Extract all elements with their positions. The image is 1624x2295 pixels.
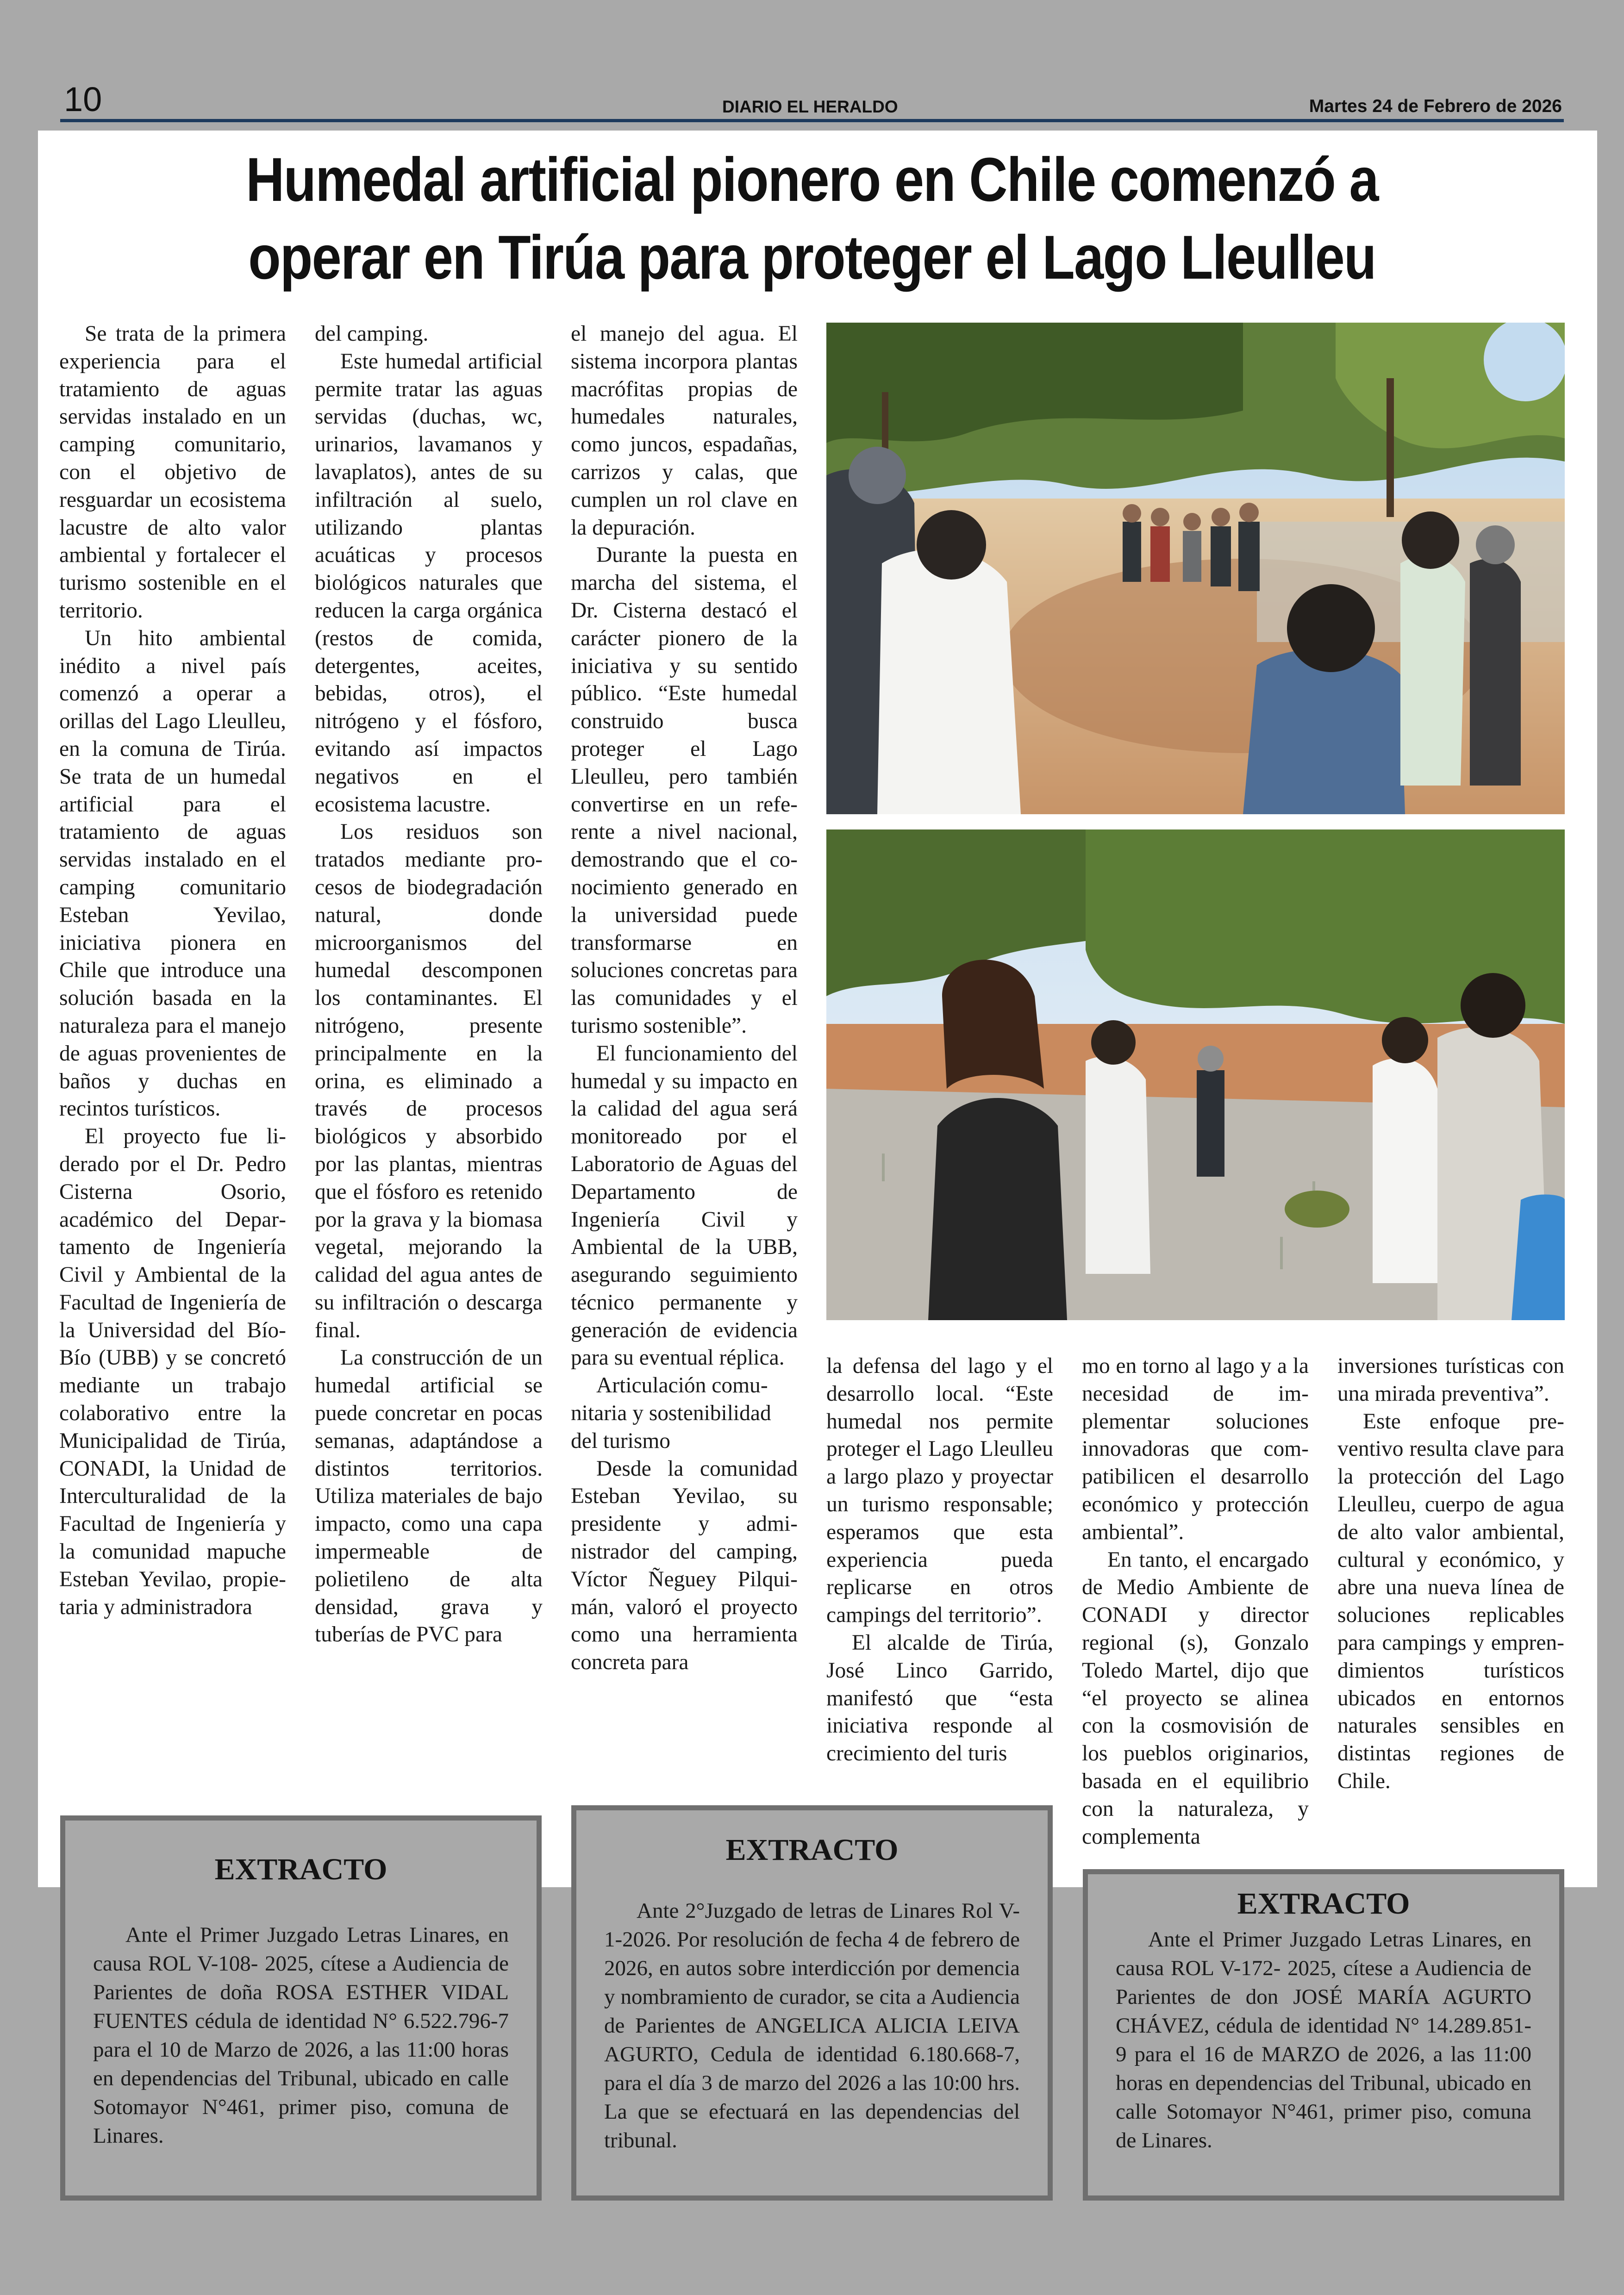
- paragraph: mo en torno al lago y a la necesidad de implementar soluciones innovadoras que compatibilicen el desarrollo económico y protección ambiental”.: [1082, 1354, 1309, 1544]
- headline-line-2: operar en Tirúa para proteger el Lago Lleulleu: [248, 223, 1376, 292]
- paragraph: el manejo del agua. El sistema incorpora plantas macrófitas propias de humedales naturales, como juncos, espadañas, carrizos y calas, que cumplen un rol clave en la depuración.: [571, 322, 798, 540]
- article-headline: [194, 141, 1431, 297]
- paragraph: del camping.: [315, 322, 429, 346]
- article-column-1: [59, 320, 286, 1621]
- page-number: 10: [64, 80, 102, 118]
- paragraph: El alcalde de Tirúa, José Linco Garrido, manifestó que “esta iniciativa responde al crecimiento del turis: [826, 1630, 1053, 1766]
- paragraph: Los residuos son tratados mediante procesos de biodegradación natural, donde microorganismos del humedal descomponen los contaminantes. El nitrógeno, presente principalmente en la orina, es eliminado a través de procesos biológicos y absorbido por las plantas, mientras que el fósforo es retenido por la grava y la biomasa vegetal, mejorando la calidad del agua antes de su infiltración o descarga final.: [315, 820, 543, 1342]
- paragraph: En tanto, el encargado de Medio Ambiente de CONADI y director regional (s), Gonzalo Toledo Martel, dijo que “el proyecto se alinea con la cosmovisión de los pueblos originarios, basada en el equilibrio con la naturaleza, y complementa: [1082, 1547, 1309, 1849]
- article-column-3: [571, 320, 798, 1677]
- newspaper-name: DIARIO EL HERALDO: [722, 97, 898, 116]
- legal-notice-body: Ante el Primer Juzgado Letras Linares, en causa ROL V-108- 2025, cítese a Audiencia de Parientes de doña ROSA ESTHER VIDAL FUENTES cédula de identidad N° 6.522.796-7 para el 10 de Marzo de 2026, a las 11:00 horas en dependencias del Tribunal, ubicado en calle Sotomayor N°461, primer piso, comuna de Linares.: [93, 1923, 509, 2148]
- paragraph: Este humedal artificial permite tratar las aguas servidas (duchas, wc, urinarios, lavamanos y lavaplatos), antes de su infiltración al suelo, utilizando plantas acuáticas y procesos biológicos naturales que reducen la carga orgánica (restos de comida, detergentes, aceites, bebidas, otros), el nitrógeno y el fósforo, evitando así impactos negativos en el ecosistema lacustre.: [315, 349, 543, 817]
- article-photo-wetland-inspection: [826, 829, 1565, 1320]
- paragraph: Se trata de la primera experiencia para el tratamiento de aguas servidas instalado en un camping comunitario, con el objetivo de resguardar un ecosistema lacustre de alto valor ambiental y fortalecer el turismo sostenible en el territorio.: [59, 322, 286, 623]
- legal-notice-title: EXTRACTO: [1237, 1887, 1410, 1921]
- legal-notice-2: [571, 1805, 1053, 2201]
- paragraph: inversiones turísticas con una mirada preventiva”.: [1337, 1354, 1564, 1406]
- paragraph: Este enfoque preventivo resulta clave para la protección del Lago Lleulleu, cuerpo de agua de alto valor ambiental, cultural y económico, y abre una nueva línea de soluciones replicables para campings y emprendimientos turísticos ubicados en entornos naturales sensibles en distintas regiones de Chile.: [1337, 1409, 1564, 1793]
- legal-notice-3: [1083, 1869, 1564, 2201]
- paragraph: El proyecto fue liderado por el Dr. Pedro Cisterna Osorio, académico del Departamento de Ingeniería Civil y Ambiental de la Facultad de Ingeniería de la Universidad del Bío-Bío (UBB) y se concretó mediante un trabajo colaborativo entre la Municipalidad de Tirúa, CONADI, la Unidad de Interculturalidad de la Facultad de Ingeniería y la comunidad mapuche Esteban Yevilao, propietaria y administradora: [59, 1124, 286, 1619]
- paragraph: La construcción de un humedal artificial se puede concretar en pocas semanas, adaptándose a distintos territorios. Utiliza materiales de bajo impacto, como una capa impermeable de polietileno de alta densidad, grava y tuberías de PVC para: [315, 1346, 543, 1647]
- paragraph: Desde la comunidad Esteban Yevilao, su presidente y administrador del camping, Víctor Ñeguey Pilquimán, valoró el proyecto como una herramienta concreta para: [571, 1456, 798, 1675]
- legal-notice-body: Ante el Primer Juzgado Letras Linares, en causa ROL V-172- 2025, cítese a Audiencia de Parientes de don JOSÉ MARÍA AGURTO CHÁVEZ, cédula de identidad N° 14.289.851-9 para el 16 de MARZO de 2026, a las 11:00 horas en dependencias del Tribunal, ubicado en calle Sotomayor N°461, primer piso, comuna de Linares.: [1116, 1927, 1531, 2152]
- paragraph: El funcionamiento del humedal y su impacto en la calidad del agua será monitoreado por el Laboratorio de Aguas del Departamento de Ingeniería Civil y Ambiental de la UBB, asegurando seguimiento técnico permanente y generación de evidencia para su eventual réplica.: [571, 1041, 798, 1370]
- article-photo-group-meeting: [826, 323, 1565, 814]
- issue-date: Martes 24 de Febrero de 2026: [1309, 96, 1562, 116]
- paragraph: Durante la puesta en marcha del sistema, el Dr. Cisterna destacó el carácter pionero de la iniciativa y su sentido público. “Este humedal construido busca proteger el Lago Lleulleu, pero también convertirse en un referente a nivel nacional, demostrando que el conocimiento generado en la universidad puede transformarse en soluciones concretas para las comunidades y el turismo sostenible”.: [571, 543, 798, 1038]
- legal-notice-body: Ante 2°Juzgado de letras de Linares Rol V-1-2026. Por resolución de fecha 4 de febrero de 2026, en autos sobre interdicción por demencia y nombramiento de curador, se cita a Audiencia de Parientes de ANGELICA ALICIA LEIVA AGURTO, Cedula de identidad 6.180.668-7, para el día 3 de marzo del 2026 a las 10:00 hrs. La que se efectuará en las dependencias del tribunal.: [604, 1899, 1020, 2152]
- header-rule: [60, 119, 1564, 122]
- paragraph: la defensa del lago y el desarrollo local. “Este humedal nos permite proteger el Lago Lleulleu a largo plazo y proyectar un turismo responsable; esperamos que esta experiencia pueda replicarse en otros campings del territorio”.: [826, 1354, 1053, 1628]
- headline-line-1: Humedal artificial pionero en Chile comenzó a: [246, 145, 1378, 214]
- legal-notice-title: EXTRACTO: [214, 1852, 387, 1886]
- article-column-6: [1337, 1353, 1564, 1796]
- legal-notice-1: [60, 1815, 542, 2201]
- article-column-2: [315, 320, 543, 1649]
- article-column-4: [826, 1353, 1053, 1768]
- article-subheading: Articulación comunitaria y sostenibilidad del turismo: [571, 1373, 771, 1453]
- legal-notice-title: EXTRACTO: [725, 1833, 899, 1867]
- article-column-5: [1082, 1353, 1309, 1851]
- paragraph: Un hito ambiental inédito a nivel país comenzó a operar a orillas del Lago Lleulleu, en la comuna de Tirúa. Se trata de un humedal artificial para el tratamiento de aguas servidas instalado en el camping comunitario Esteban Yevilao, iniciativa pionera en Chile que introduce una solución basada en la naturaleza para el manejo de aguas provenientes de baños y duchas en recintos turísticos.: [59, 626, 286, 1121]
